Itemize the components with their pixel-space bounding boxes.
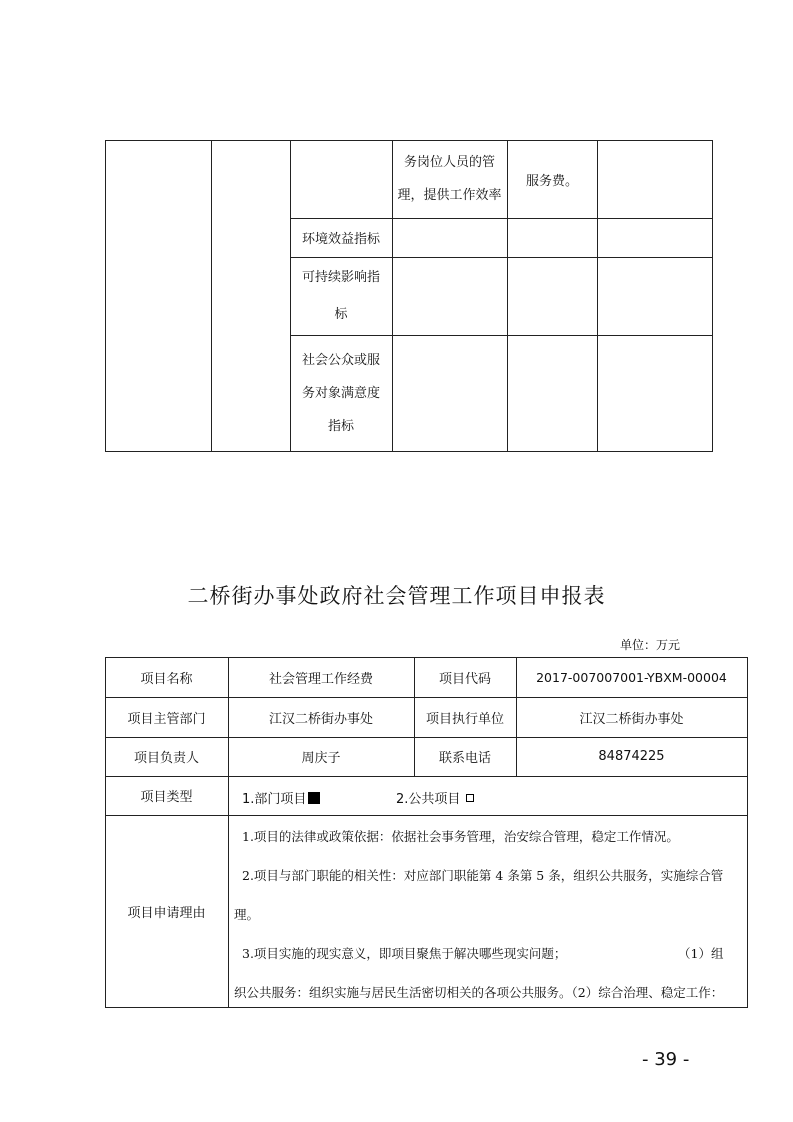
reason-line: （1）组 (678, 946, 724, 961)
table-border (105, 1007, 748, 1008)
unit-label: 单位：万元 (620, 638, 681, 652)
unchecked-box-icon (466, 794, 474, 802)
project-code-value: 2017-007007001-YBXM-00004 (536, 669, 727, 685)
project-type-label: 项目类型 (140, 790, 193, 805)
table-border (105, 451, 713, 452)
form-title: 二桥街办事处政府社会管理工作项目申报表 (187, 584, 606, 608)
project-owner-value: 周庆子 (301, 751, 341, 766)
page-number: - 39 - (642, 1049, 690, 1070)
supervising-dept-value: 江汉二桥街办事处 (268, 711, 373, 727)
project-name-label: 项目名称 (140, 671, 193, 687)
project-code-label: 项目代码 (438, 671, 491, 687)
table-border (747, 657, 748, 1008)
reason-line: 理。 (234, 907, 260, 922)
table-border (105, 140, 106, 452)
reason-line: 织公共服务：组织实施与居民生活密切相关的各项公共服务。（2）综合治理、稳定工作： (234, 985, 724, 1000)
type-option-public-label: 2.公共项目 (396, 792, 461, 807)
project-name-value: 社会管理工作经费 (268, 671, 373, 687)
environment-indicator-label: 环境效益指标 (301, 232, 380, 247)
executing-unit-value: 江汉二桥街办事处 (579, 711, 684, 727)
indicator-content-cell: 务岗位人员的管 理，提供工作效率 (397, 155, 502, 203)
type-option-dept-label: 1.部门项目 (242, 792, 307, 807)
table-rule (211, 140, 212, 452)
table-rule (597, 140, 598, 452)
phone-label: 联系电话 (438, 751, 491, 766)
reason-line: 2.项目与部门职能的相关性：对应部门职能第 4 条第 5 条，组织公共服务，实施综合管 (242, 868, 724, 883)
type-option-public (396, 788, 474, 807)
phone-value: 84874225 (598, 749, 665, 764)
sustainability-indicator-label: 可持续影响指 标 (301, 270, 380, 322)
checked-box-icon (308, 792, 320, 804)
executing-unit-label: 项目执行单位 (425, 711, 504, 727)
type-option-dept (242, 788, 320, 807)
supervising-dept-label: 项目主管部门 (127, 711, 206, 727)
indicator-value-cell: 服务费。 (525, 173, 578, 189)
application-reason-label: 项目申请理由 (127, 905, 206, 921)
satisfaction-indicator-label: 社会公众或服 务对象满意度 指标 (301, 352, 380, 434)
table-border (712, 140, 713, 452)
reason-line: 1.项目的法律或政策依据：依据社会事务管理，治安综合管理，稳定工作情况。 (242, 829, 679, 844)
reason-line: 3.项目实施的现实意义，即项目聚焦于解决哪些现实问题； (242, 946, 567, 961)
project-owner-label: 项目负责人 (133, 751, 199, 766)
